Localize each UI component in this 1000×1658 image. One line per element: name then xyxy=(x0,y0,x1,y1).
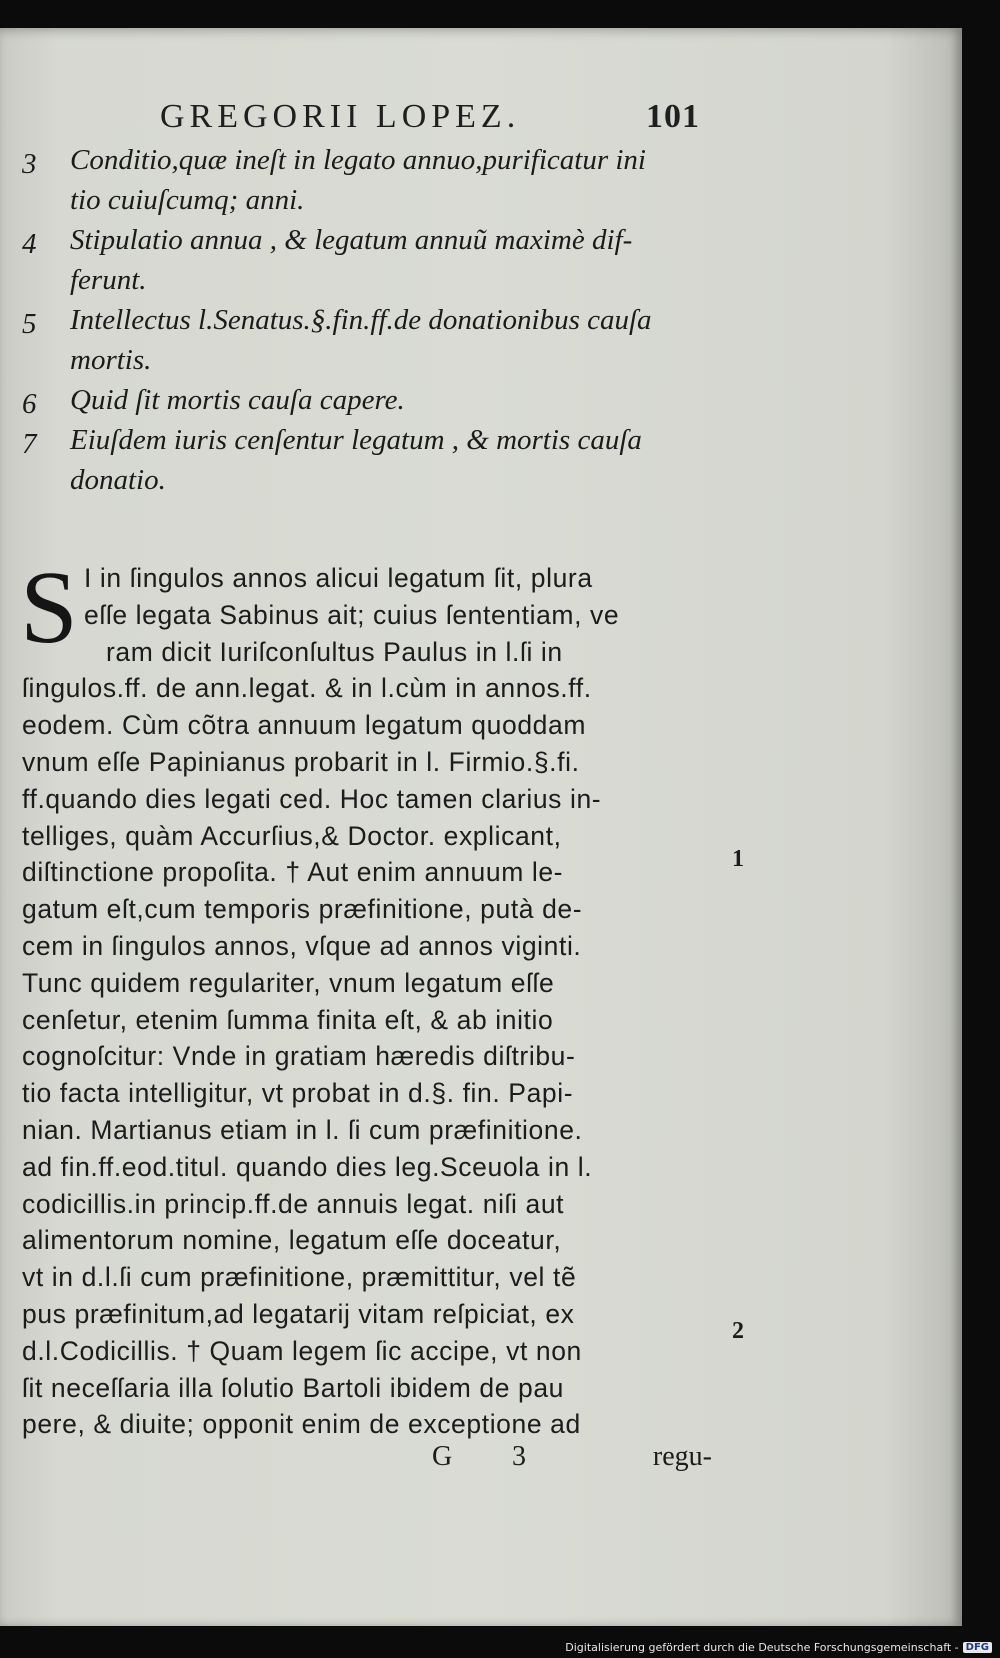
summary-item xyxy=(18,220,718,300)
folio-number: 101 xyxy=(646,98,700,135)
text-line: pus præfinitum,ad legatarij vitam reſpiciat, ex xyxy=(22,1298,575,1329)
catchword: regu- xyxy=(652,1441,712,1472)
signature-number: 3 xyxy=(512,1441,526,1472)
text-line: ad fin.ff.eod.titul. quando dies leg.Sceuola in l. xyxy=(22,1151,593,1182)
text-line: nian. Martianus etiam in l. ſi cum præfinitione. xyxy=(22,1114,583,1145)
text-line: eodem. Cùm cõtra annuum legatum quoddam xyxy=(22,710,587,741)
text-line: codicillis.in princip.ff.de annuis legat. niſi aut xyxy=(22,1188,565,1219)
text-line: d.l.Codicillis. † Quam legem ſic accipe, vt non xyxy=(22,1335,582,1366)
summary-list xyxy=(18,140,718,500)
text-line: I in ſingulos annos alicui legatum ſit, plura xyxy=(84,563,593,593)
text-line: telliges, quàm Accurſius,& Doctor. explicant, xyxy=(22,820,562,851)
summary-text: Intellectus l.Senatus.§.fin.ff.de donationibus cauſa mortis. xyxy=(70,304,652,376)
summary-item xyxy=(18,380,718,420)
text-line: vt in d.l.ſi cum præfinitione, præmittitur, vel tẽ xyxy=(22,1262,577,1293)
header-title: GREGORII LOPEZ. xyxy=(160,98,521,135)
summary-number: 4 xyxy=(22,228,37,260)
summary-text: Conditio,quæ ineſt in legato annuo,purificatur ini tio cuiuſcumq; anni. xyxy=(70,144,646,216)
summary-number: 3 xyxy=(22,148,37,180)
summary-item xyxy=(18,140,718,220)
summary-item xyxy=(18,420,718,500)
text-line: eſſe legata Sabinus ait; cuius ſententiam, ve xyxy=(84,599,620,630)
margin-note: 2 xyxy=(732,1318,744,1344)
text-line: diſtinctione propoſita. † Aut enim annuum le- xyxy=(22,857,564,888)
dfg-logo: DFG xyxy=(963,1642,992,1653)
digitization-credit xyxy=(565,1641,992,1654)
text-line: cem in ſingulos annos, vſque ad annos viginti. xyxy=(22,930,582,961)
summary-text: Eiuſdem iuris cenſentur legatum , & mortis cauſa donatio. xyxy=(70,424,642,496)
credit-text: Digitalisierung gefördert durch die Deutsche Forschungsgemeinschaft - xyxy=(565,1641,959,1654)
summary-number: 5 xyxy=(22,308,37,340)
text-line: ſit neceſſaria illa ſolutio Bartoli ibidem de pau xyxy=(22,1372,565,1403)
text-line: ff.quando dies legati ced. Hoc tamen clarius in- xyxy=(22,783,602,814)
text-line: pere, & diuite; opponit enim de exceptione ad xyxy=(22,1409,581,1440)
summary-text: Stipulatio annua , & legatum annuũ maximè dif- ferunt. xyxy=(70,224,633,296)
text-line: Tunc quidem regulariter, vnum legatum eſſe xyxy=(22,967,555,998)
book-page xyxy=(0,28,962,1626)
margin-note: 1 xyxy=(732,846,744,872)
body-text xyxy=(20,550,712,1443)
summary-item xyxy=(18,300,718,380)
signature-mark: G xyxy=(432,1441,453,1472)
summary-text: Quid ſit mortis cauſa capere. xyxy=(70,384,405,416)
text-line: ſingulos.ff. de ann.legat. & in l.cùm in annos.ff. xyxy=(22,673,592,704)
summary-number: 7 xyxy=(22,428,37,460)
text-line: alimentorum nomine, legatum eſſe doceatur, xyxy=(22,1225,562,1256)
text-line: cognoſcitur: Vnde in gratiam hæredis diſtribu- xyxy=(22,1041,576,1072)
running-header xyxy=(160,98,700,136)
text-line: ram dicit Iuriſconſultus Paulus in l.ſi in xyxy=(106,636,563,667)
text-line: tio facta intelligitur, vt probat in d.§. fin. Papi- xyxy=(22,1078,574,1109)
text-line: cenſetur, etenim ſumma finita eſt, & ab initio xyxy=(22,1004,554,1035)
drop-cap: S xyxy=(20,550,78,665)
text-line: vnum eſſe Papinianus probarit in l. Firmio.§.fi. xyxy=(22,746,580,777)
text-line: gatum eſt,cum temporis præfinitione, putà de- xyxy=(22,894,583,925)
summary-number: 6 xyxy=(22,388,37,420)
